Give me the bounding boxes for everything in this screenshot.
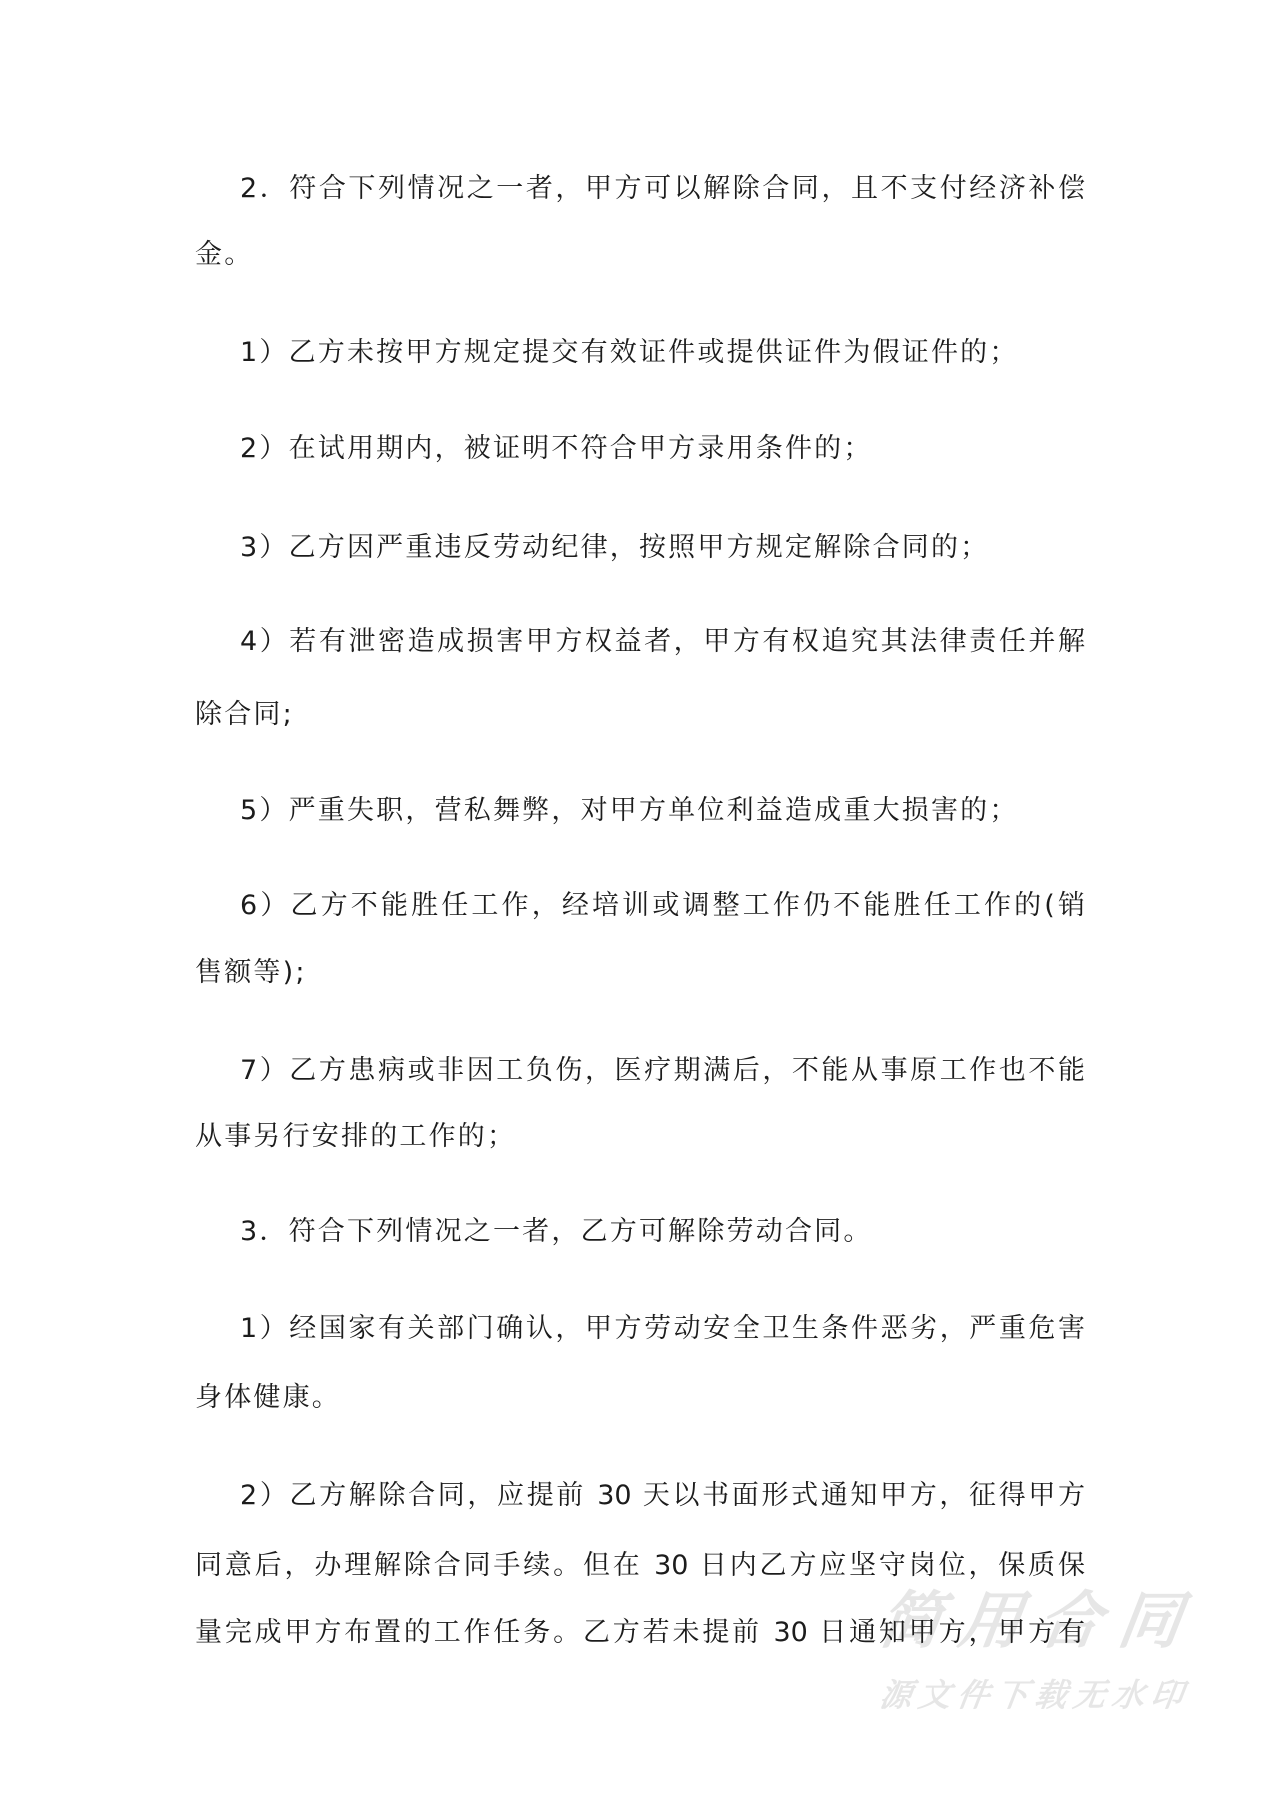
clause-2-item-7: 7）乙方患病或非因工负伤，医疗期满后，不能从事原工作也不能 <box>240 1055 1085 1086</box>
clause-3-item-2: 2）乙方解除合同，应提前 30 天以书面形式通知甲方，征得甲方 <box>240 1480 1085 1511</box>
clause-3-item-1-continued: 身体健康。 <box>195 1382 341 1413</box>
clause-3-item-2-line-2: 同意后，办理解除合同手续。但在 30 日内乙方应坚守岗位，保质保 <box>195 1550 1085 1581</box>
clause-2-item-3: 3）乙方因严重违反劳动纪律，按照甲方规定解除合同的； <box>240 532 990 563</box>
watermark-subtitle: 源文件下载无水印 <box>877 1676 1188 1714</box>
clause-2-item-6-continued: 售额等); <box>195 957 307 988</box>
clause-2-item-1: 1）乙方未按甲方规定提交有效证件或提供证件为假证件的； <box>240 337 1019 368</box>
clause-2-item-7-continued: 从事另行安排的工作的； <box>195 1121 517 1152</box>
clause-2-item-5: 5）严重失职，营私舞弊，对甲方单位利益造成重大损害的； <box>240 795 1019 826</box>
clause-2-heading: 2．符合下列情况之一者，甲方可以解除合同，且不支付经济补偿 <box>240 173 1085 204</box>
clause-3-item-1: 1）经国家有关部门确认，甲方劳动安全卫生条件恶劣，严重危害 <box>240 1313 1085 1344</box>
clause-2-item-2: 2）在试用期内，被证明不符合甲方录用条件的； <box>240 433 873 464</box>
clause-3-item-2-line-3: 量完成甲方布置的工作任务。乙方若未提前 30 日通知甲方，甲方有 <box>195 1617 1085 1648</box>
clause-2-heading-continued: 金。 <box>195 239 254 270</box>
clause-2-item-6: 6）乙方不能胜任工作，经培训或调整工作仍不能胜任工作的(销 <box>240 890 1085 921</box>
clause-3-heading: 3．符合下列情况之一者，乙方可解除劳动合同。 <box>240 1216 873 1247</box>
clause-2-item-4-continued: 除合同; <box>195 699 294 730</box>
clause-2-item-4: 4）若有泄密造成损害甲方权益者，甲方有权追究其法律责任并解 <box>240 626 1085 657</box>
watermark-title: 简用合同 <box>874 1584 1191 1657</box>
